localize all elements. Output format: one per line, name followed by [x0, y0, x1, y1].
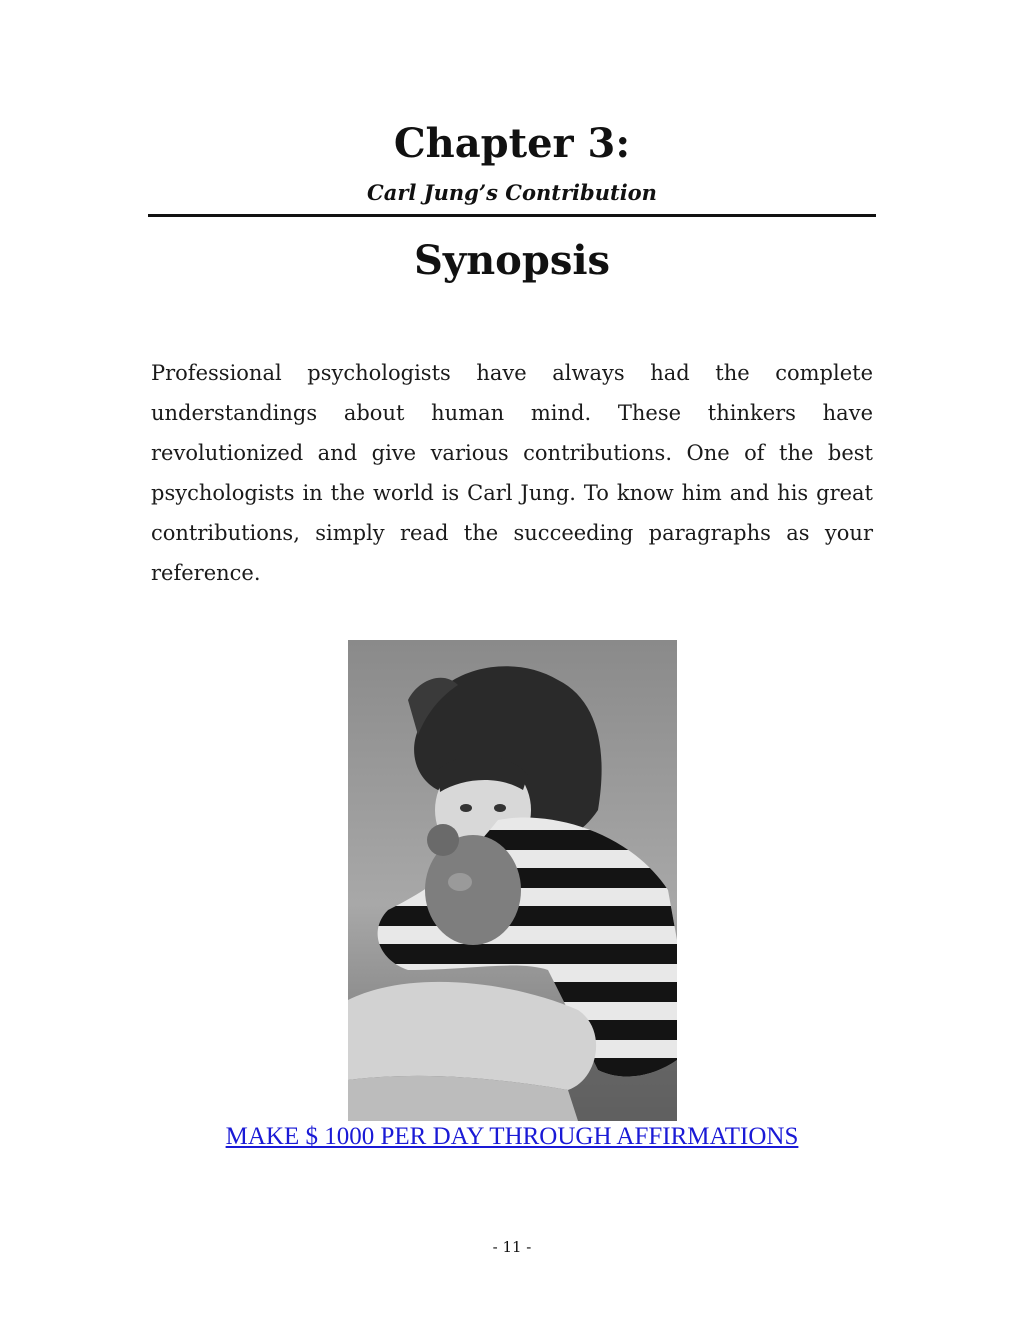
child-with-teddy-photo — [348, 640, 677, 1121]
page-number: - 11 - — [492, 1238, 532, 1256]
title-divider — [148, 214, 876, 217]
chapter-subtitle: Carl Jung’s Contribution — [367, 180, 657, 205]
section-title: Synopsis — [413, 237, 611, 284]
synopsis-paragraph: Professional psychologists have always had the complete understandings about human mind. These thinkers have revolutionized and give various contributions. One of the best psychologists in the world is Carl Jung. To know him and his great contributions, simply read the succeeding paragraphs as your reference. — [151, 361, 873, 585]
chapter-title: Chapter 3: — [393, 120, 631, 167]
affirmations-promo-link[interactable]: MAKE $ 1000 PER DAY THROUGH AFFIRMATIONS — [225, 1123, 799, 1150]
